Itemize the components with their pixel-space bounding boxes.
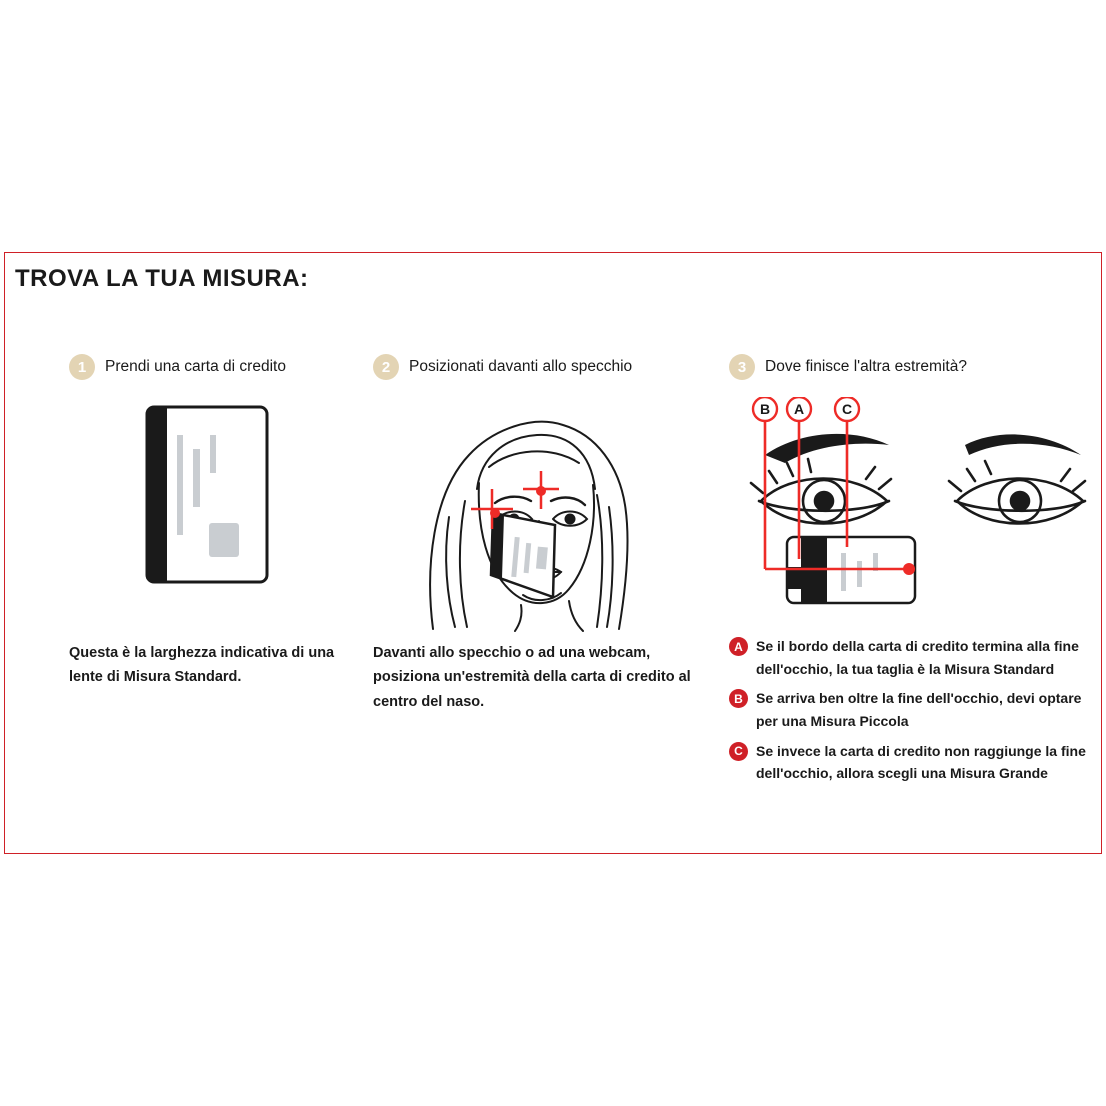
step-3-title: Dove finisce l'altra estremità? — [765, 358, 967, 375]
step-1-title: Prendi una carta di credito — [105, 358, 286, 375]
step-1-column — [69, 351, 369, 690]
step-2-column — [373, 351, 703, 714]
step-3-number-badge: 3 — [729, 354, 755, 380]
step-2-caption: Davanti allo specchio o ad una webcam, posiziona un'estremità della carta di credito al centro del naso. — [373, 645, 691, 710]
legend-marker-c: C — [729, 742, 748, 761]
legend-text-b: Se arriva ben oltre la fine dell'occhio, devi optare per una Misura Piccola — [756, 690, 1082, 730]
svg-text:A: A — [793, 401, 805, 417]
legend-marker-b: B — [729, 689, 748, 708]
step-3-header — [729, 351, 1089, 383]
credit-card-illustration — [69, 397, 369, 627]
step-2-number-badge: 2 — [373, 354, 399, 380]
step-2-header — [373, 351, 703, 383]
step-1-caption: Questa è la larghezza indicativa di una lente di Misura Standard. — [69, 645, 335, 686]
find-your-size-panel — [4, 252, 1102, 854]
legend-item — [729, 740, 1089, 785]
step-2-title: Posizionati davanti allo specchio — [409, 358, 633, 375]
woman-face-with-card-illustration — [373, 397, 703, 627]
svg-text:B: B — [759, 401, 771, 417]
step-1-header — [69, 351, 369, 383]
size-legend — [729, 635, 1089, 785]
eyes-with-card-measurement-illustration — [729, 397, 1089, 627]
step-3-column — [729, 351, 1089, 792]
legend-text-a: Se il bordo della carta di credito termina alla fine dell'occhio, la tua taglia è la Misura Standard — [756, 638, 1079, 677]
legend-marker-a: A — [729, 637, 748, 656]
page-title: TROVA LA TUA MISURA: — [15, 265, 309, 292]
svg-text:C: C — [841, 401, 853, 417]
legend-item — [729, 635, 1089, 680]
legend-item — [729, 687, 1089, 732]
legend-text-c: Se invece la carta di credito non raggiunge la fine dell'occhio, allora scegli una Misura Grande — [756, 742, 1086, 782]
step-1-number-badge: 1 — [69, 354, 95, 380]
